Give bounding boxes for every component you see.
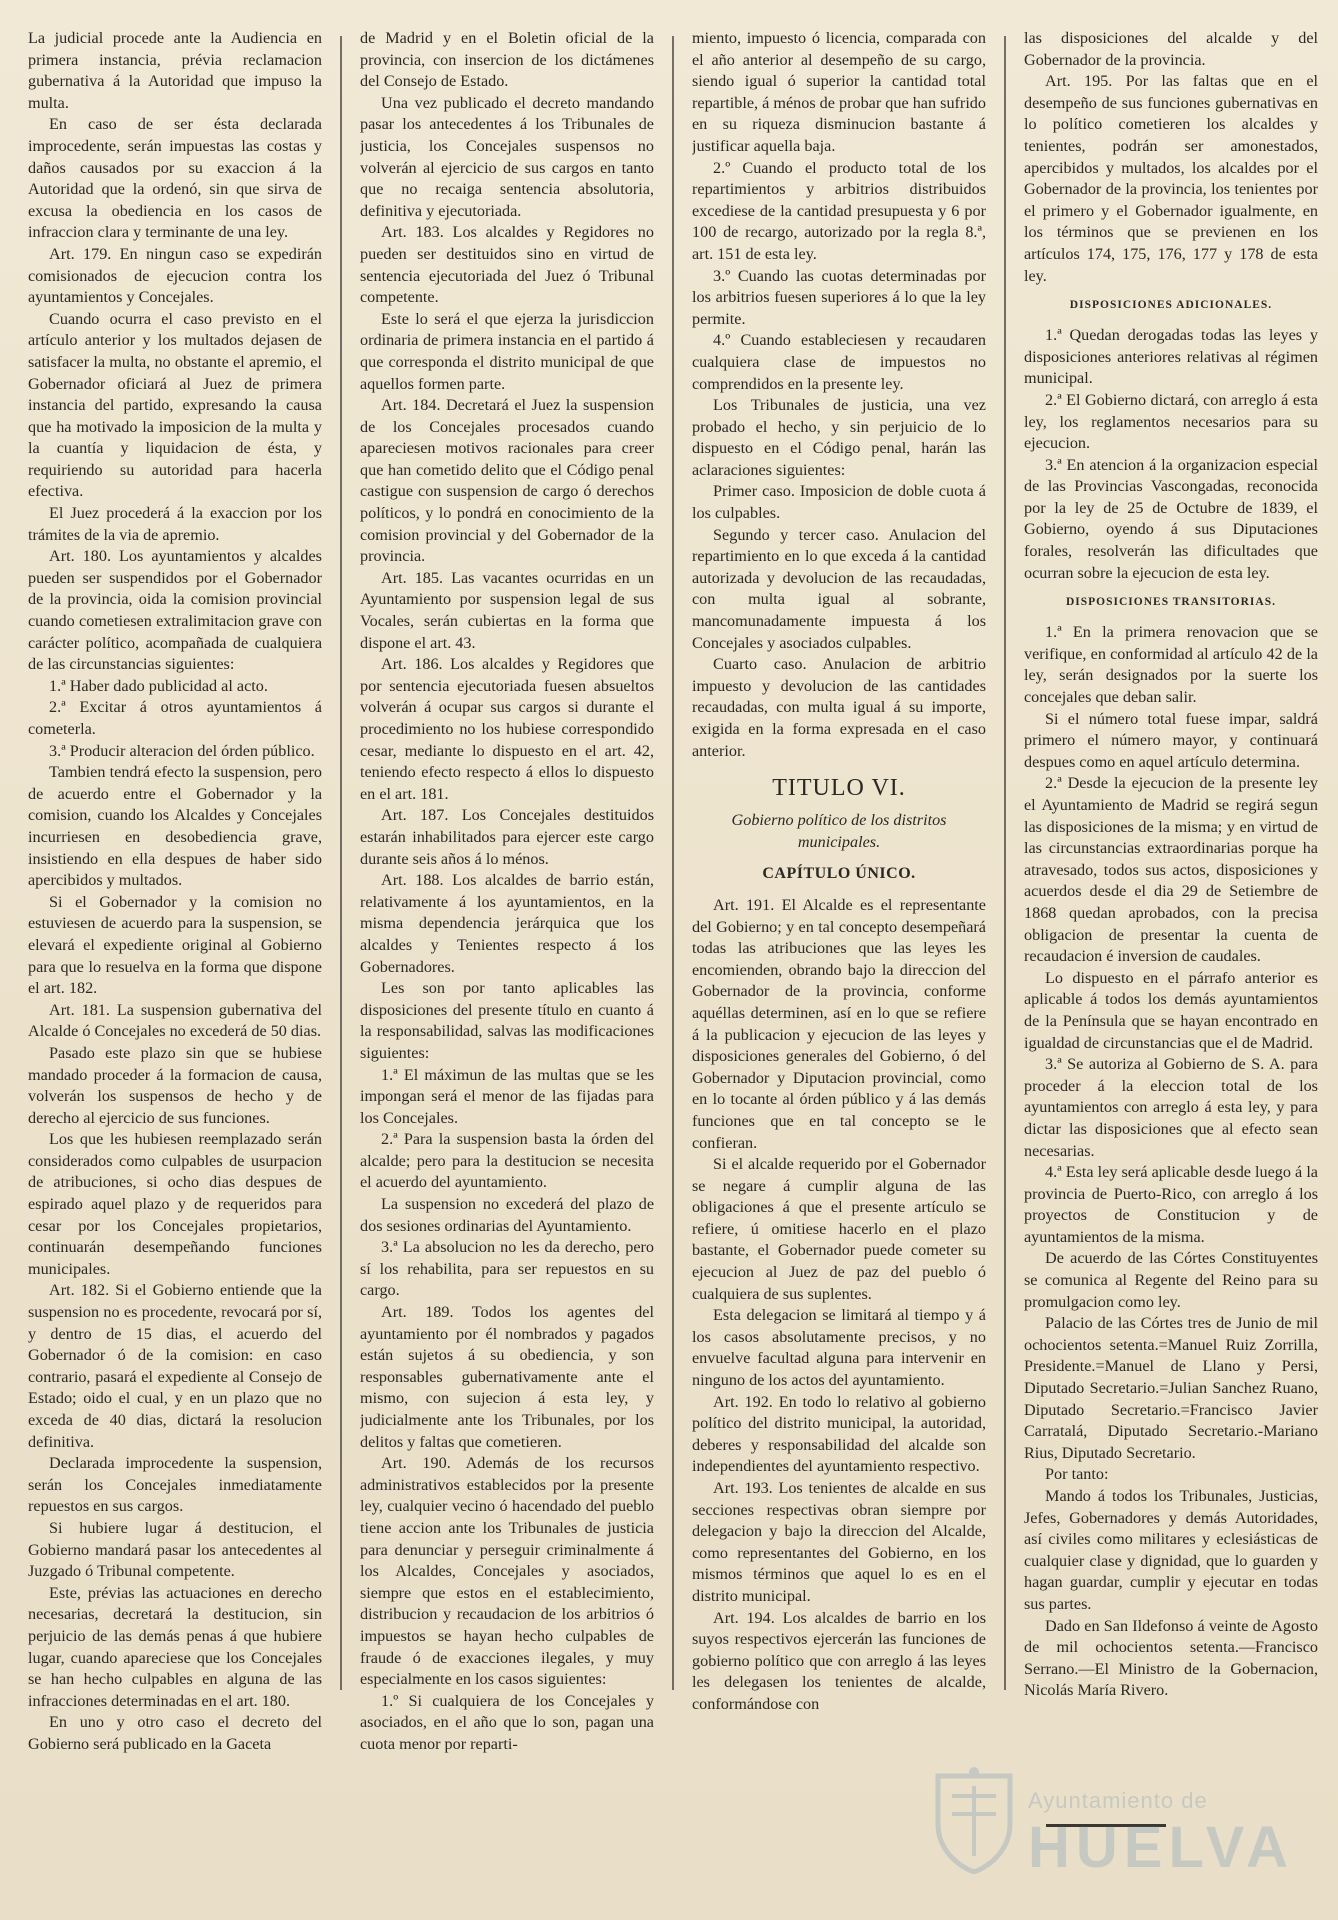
title-heading: TITULO VI.	[772, 775, 906, 802]
paragraph: de Madrid y en el Boletin oficial de la provincia, con insercion de los dictámenes del Consejo de Estado.	[360, 29, 654, 91]
chapter-heading: CAPÍTULO ÚNICO.	[762, 865, 916, 883]
article-179: Art. 179. En ningun caso se expedirán comisionados de ejecucion contra los ayuntamientos y Concejales.	[28, 244, 322, 307]
list-item: 1.ª Haber dado publicidad al acto.	[49, 676, 268, 695]
list-item: 1.ª El máximun de las multas que se les impongan será el menor de las fijadas para los Concejales.	[360, 1065, 654, 1127]
text-columns	[28, 28, 1318, 1880]
watermark-line2: HUELVA	[1028, 1815, 1294, 1880]
list-item: 1.ª Quedan derogadas todas las leyes y disposiciones anteriores relativas al régimen municipal.	[1024, 326, 1318, 388]
paragraph: Por tanto:	[1045, 1465, 1109, 1484]
paragraph: Si el alcalde requerido por el Gobernador se negare á cumplir alguna de las obligaciones á que el presente artículo se refiere, ú omitiese hacerlo en el plazo bastante, el Gobernador puede cometer su ejecucion al Juez de paz del pueblo ó cualquiera de sus suplentes.	[692, 1155, 986, 1303]
article-194: Art. 194. Los alcaldes de barrio en los suyos respectivos ejercerán las funciones de gobierno político que con arreglo á las leyes les delegasen los tenientes de alcalde, conformándose con	[692, 1608, 986, 1713]
paragraph: Tambien tendrá efecto la suspension, pero de acuerdo entre el Gobernador y la comision, cuando los Alcaldes y Concejales incurriesen en desobediencia grave, insistiendo en ella despues de haber sido apercibidos y multados.	[28, 763, 322, 890]
paragraph: En uno y otro caso el decreto del Gobierno será publicado en la Gaceta	[28, 1713, 322, 1753]
article-192: Art. 192. En todo lo relativo al gobierno político del distrito municipal, la autoridad, deberes y responsabilidad del alcalde son independientes del ayuntamiento respectivo.	[692, 1392, 986, 1476]
column-divider	[1004, 36, 1006, 1690]
paragraph: Los Tribunales de justicia, una vez probado el hecho, y sin perjuicio de lo dispuesto en el Código penal, harán las aclaraciones siguientes:	[692, 396, 986, 479]
paragraph: El Juez procederá á la exaccion por los trámites de la via de apremio.	[28, 504, 322, 544]
paragraph: Si hubiere lugar á destitucion, el Gobierno mandará pasar los antecedentes al Juzgado ó Tribunal competente.	[28, 1518, 322, 1581]
list-item: 3.ª Se autoriza al Gobierno de S. A. para proceder á la eleccion total de los ayuntamientos con arreglo á esta ley, y para dictar las disposiciones que al efecto sean necesarias.	[1024, 1055, 1318, 1160]
paragraph: De acuerdo de las Córtes Constituyentes se comunica al Regente del Reino para su promulgacion como ley.	[1024, 1249, 1318, 1311]
list-item: 1.º Si cualquiera de los Concejales y asociados, en el año que lo son, pagan una cuota menor por reparti-	[360, 1691, 654, 1753]
paragraph: Este, prévias las actuaciones en derecho necesarias, decretará la destitucion, sin perjuicio de las demás penas á que hubiere lugar, cuando apareciese que los Concejales se han hecho culpables en alguna de las infracciones determinadas en el art. 180.	[28, 1583, 322, 1710]
paragraph: Segundo y tercer caso. Anulacion del repartimiento en lo que exceda á la cantidad autorizada y devolucion de las recaudadas, con multa igual al sobrante, mancomunadamente impuesta á los Concejales y asociados culpables.	[692, 525, 986, 652]
list-item: 2.º Cuando el producto total de los repartimientos y arbitrios distribuidos excediese de la cantidad presupuesta y 6 por 100 de recargo, autorizado por la regla 8.ª, art. 151 de esta ley.	[692, 158, 986, 263]
paragraph: Si el Gobernador y la comision no estuviesen de acuerdo para la suspension, se elevará el expediente original al Gobierno para que lo resuelva en la forma que dispone el art. 182.	[28, 892, 322, 998]
list-item: 3.ª Producir alteracion del órden público.	[49, 741, 315, 760]
paragraph: La suspension no excederá del plazo de dos sesiones ordinarias del Ayuntamiento.	[360, 1195, 654, 1235]
list-item: 2.ª Desde la ejecucion de la presente ley el Ayuntamiento de Madrid se regirá segun las disposiciones de la misma; y en virtud de las circunstancias extraordinarias porque ha atravesado, todos sus actos, disposiciones y acuerdos desde el dia 29 de Setiembre de 1868 quedan aprobados, con la precisa obligacion de presentar la cuenta de recaudacion é inversion de caudales.	[1024, 774, 1318, 966]
list-item: 2.ª Para la suspension basta la órden del alcalde; pero para la destitucion se necesita el acuerdo del ayuntamiento.	[360, 1130, 654, 1192]
list-item: 1.ª En la primera renovacion que se verifique, en conformidad al artículo 42 de la ley, serán designados por la suerte los concejales que deban salir.	[1024, 623, 1318, 707]
article-193: Art. 193. Los tenientes de alcalde en sus secciones respectivas obran siempre por delegacion y bajo la direccion del Alcalde, como representantes del Gobierno, en los mismos términos que aquel lo es en el distrito municipal.	[692, 1479, 986, 1605]
article-189: Art. 189. Todos los agentes del ayuntamiento por él nombrados y pagados están sujetos á su obediencia, y son responsables gubernativamente ante el mismo, con sujecion á esta ley, y judicialmente ante los Tribunales, por los delitos y faltas que cometieren.	[360, 1303, 654, 1451]
column-1	[28, 28, 322, 1880]
paragraph: Mando á todos los Tribunales, Justicias, Jefes, Gobernadores y demás Autoridades, así civiles como militares y eclesiásticas de cualquier clase y dignidad, que lo guarden y hagan guardar, cumplir y ejecutar en todas sus partes.	[1024, 1487, 1318, 1613]
paragraph: las disposiciones del alcalde y del Gobernador de la provincia.	[1024, 29, 1318, 69]
article-195: Art. 195. Por las faltas que en el desempeño de sus funciones gubernativas en lo político cometieren los alcaldes y tenientes, podrán ser amonestados, apercibidos y multados, los alcaldes por el Gobernador de la provincia, los tenientes por el primero y el Gobernador igualmente, en los términos que se previenen en los artículos 174, 175, 176, 177 y 178 de esta ley.	[1024, 72, 1318, 285]
article-187: Art. 187. Los Concejales destituidos estarán inhabilitados para ejercer este cargo durante seis años á lo ménos.	[360, 806, 654, 868]
paragraph: Cuando ocurra el caso previsto en el artículo anterior y los multados dejasen de satisfacer la multa, no obstante el apremio, el Gobernador oficiará al Juez de primera instancia del partido, expresando la causa que ha motivado la imposicion de la multa y la cuantía y liquidacion de ésta, y requiriendo su autoridad para hacerla efectiva.	[28, 309, 322, 501]
list-item: 3.º Cuando las cuotas determinadas por los arbitrios fuesen superiores á lo que la ley permite.	[692, 266, 986, 328]
paragraph: Este lo será el que ejerza la jurisdiccion ordinaria de primera instancia en el partido á que corresponda el distrito municipal de que aquellos formen parte.	[360, 309, 654, 393]
coat-of-arms-icon	[932, 1766, 1016, 1874]
paragraph: miento, impuesto ó licencia, comparada con el año anterior al desempeño de su cargo, siendo igual ó superior la cantidad total repartible, á ménos de probar que han sufrido en su riqueza disminucion bastante á justificar aquella baja.	[692, 29, 986, 155]
paragraph: En caso de ser ésta declarada improcedente, serán impuestas las costas y daños causados por su exaccion á la Autoridad que la ordenó, sin que sirva de excusa la obediencia en los casos de infraccion clara y terminante de una ley.	[28, 115, 322, 242]
closing-signature: Dado en San Ildefonso á veinte de Agosto de mil ochocientos setenta.—Francisco Serrano.—El Ministro de la Gobernacion, Nicolás María Rivero.	[1024, 1616, 1318, 1700]
paragraph: Les son por tanto aplicables las disposiciones del presente título en cuanto á la responsabilidad, salvas las modificaciones siguientes:	[360, 979, 654, 1062]
paragraph: Declarada improcedente la suspension, serán los Concejales inmediatamente repuestos en sus cargos.	[28, 1454, 322, 1516]
article-188: Art. 188. Los alcaldes de barrio están, relativamente á los ayuntamientos, en la misma dependencia jerárquica que los alcaldes y Tenientes respecto á los Gobernadores.	[360, 871, 654, 976]
column-4	[1024, 28, 1318, 1880]
list-item: 3.ª En atencion á la organizacion especial de las Provincias Vascongadas, reconocida por la ley de 25 de Octubre de 1839, el Gobierno, oyendo á sus Diputaciones forales, resolverán las dificultades que ocurran sobre la ejecucion de esta ley.	[1024, 455, 1318, 582]
paragraph: Cuarto caso. Anulacion de arbitrio impuesto y devolucion de las cantidades recaudadas, con multa igual á su importe, exigida en la forma expresada en el caso anterior.	[692, 655, 986, 760]
section-heading-adicionales: DISPOSICIONES ADICIONALES.	[1069, 299, 1273, 312]
article-191: Art. 191. El Alcalde es el representante del Gobierno; y en tal concepto desempeñará todas las atribuciones que las leyes les encomienden, obrando bajo la direccion del Gobernador de la provincia, conforme aquéllas determinen, así en lo que se refiere á la publicacion y ejecucion de las leyes y disposiciones generales del Gobierno, ó del Gobernador y Diputacion provincial, como en lo tocante al órden público y á las demás funciones que en tal concepto se le confieran.	[692, 895, 986, 1152]
article-182: Art. 182. Si el Gobierno entiende que la suspension no es procedente, revocará por sí, y dentro de 15 dias, el acuerdo del Gobernador ó de la comision: en caso contrario, pasará el expediente al Consejo de Estado; oido el cual, y en un plazo que no exceda de 40 dias, dictará la resolucion definitiva.	[28, 1281, 322, 1451]
article-181: Art. 181. La suspension gubernativa del Alcalde ó Concejales no excederá de 50 dias.	[28, 1000, 322, 1041]
column-3	[692, 28, 986, 1880]
article-190: Art. 190. Además de los recursos administrativos establecidos por la presente ley, cualquier vecino ó hacendado del pueblo tiene accion ante los Tribunales de justicia para denunciar y perseguir criminalmente á los Alcaldes, Concejales y asociados, siempre que estos en el establecimiento, distribucion y recaudacion de los arbitrios ó impuestos se hayan hecho culpables de fraude ó de exacciones ilegales, y muy especialmente en los casos siguientes:	[360, 1454, 654, 1689]
list-item: 4.º Cuando estableciesen y recaudaren cualquiera clase de impuestos no comprendidos en la presente ley.	[692, 331, 986, 393]
article-180: Art. 180. Los ayuntamientos y alcaldes pueden ser suspendidos por el Gobernador de la provincia, oida la comision provincial cuando cometiesen extralimitacion grave con carácter político, acompañada de cualquiera de las circunstancias siguientes:	[28, 547, 322, 674]
signatures: Palacio de las Córtes tres de Junio de mil ochocientos setenta.=Manuel Ruiz Zorrilla, Presidente.=Manuel de Llano y Persi, Diputado Secretario.=Julian Sanchez Ruano, Diputado Secretario.=Francisco Javier Carratalá, Diputado Secretario.-Mariano Rius, Diputado Secretario.	[1024, 1314, 1318, 1462]
archive-watermark	[932, 1748, 1312, 1898]
paragraph: La judicial procede ante la Audiencia en primera instancia, prévia reclamacion gubernativa á la Autoridad que impuso la multa.	[28, 29, 322, 112]
article-185: Art. 185. Las vacantes ocurridas en un Ayuntamiento por suspension legal de sus Vocales, serán cubiertas en la forma que dispone el art. 43.	[360, 568, 654, 652]
column-divider	[672, 36, 674, 1690]
paragraph: Lo dispuesto en el párrafo anterior es aplicable á todos los demás ayuntamientos de la Península que se hayan encontrado en igualdad de circunstancias que el de Madrid.	[1024, 968, 1318, 1052]
column-2	[360, 28, 654, 1880]
article-186: Art. 186. Los alcaldes y Regidores que por sentencia ejecutoriada fuesen absueltos volverán á ocupar sus cargos si durante el procedimiento no los hubiese correspondido cesar, mediante lo dispuesto en el art. 42, teniendo efecto respecto á ellos lo dispuesto en el art. 181.	[360, 655, 654, 803]
paragraph: Primer caso. Imposicion de doble cuota á los culpables.	[692, 482, 986, 523]
article-183: Art. 183. Los alcaldes y Regidores no pueden ser destituidos sino en virtud de sentencia ejecutoriada del Juez ó Tribunal competente.	[360, 223, 654, 307]
section-heading-transitorias: DISPOSICIONES TRANSITORIAS.	[1065, 596, 1276, 609]
paragraph: Si el número total fuese impar, saldrá primero el número mayor, y continuará despues como en aquel artículo determina.	[1024, 709, 1318, 771]
watermark-line1: Ayuntamiento de	[1028, 1788, 1208, 1813]
column-divider	[340, 36, 342, 1690]
list-item: 4.ª Esta ley será aplicable desde luego á la provincia de Puerto-Rico, con arreglo á los proyectos de Constitucion y de ayuntamientos de la misma.	[1024, 1163, 1318, 1246]
paragraph: Esta delegacion se limitará al tiempo y á los casos absolutamente precisos, y no envuelve facultad alguna para intervenir en ninguno de los actos del ayuntamiento.	[692, 1306, 986, 1390]
list-item: 2.ª Excitar á otros ayuntamientos á cometerla.	[28, 698, 322, 738]
paragraph: Los que les hubiesen reemplazado serán considerados como culpables de usurpacion de atribuciones, si ocho dias despues de espirado aquel plazo y de requeridos para cesar por los Concejales propietarios, continuarán desempeñando funciones municipales.	[28, 1130, 322, 1278]
title-subtitle: Gobierno político de los distritos municipales.	[731, 811, 947, 851]
list-item: 3.ª La absolucion no les da derecho, pero sí los rehabilita, para ser repuestos en su cargo.	[360, 1238, 654, 1300]
article-184: Art. 184. Decretará el Juez la suspension de los Concejales procesados cuando apareciesen motivos racionales para creer que han cometido delito que el Código penal castigue con suspension de cargo ó derechos políticos, y lo pondrá en conocimiento de la comision provincial y del Gobernador de la provincia.	[360, 396, 654, 566]
paragraph: Una vez publicado el decreto mandando pasar los antecedentes á los Tribunales de justicia, los Concejales suspensos no volverán al ejercicio de sus cargos en tanto que no recaiga sentencia absolutoria, definitiva y ejecutoriada.	[360, 93, 654, 220]
list-item: 2.ª El Gobierno dictará, con arreglo á esta ley, los reglamentos necesarios para su ejecucion.	[1024, 390, 1318, 453]
paragraph: Pasado este plazo sin que se hubiese mandado proceder á la formacion de causa, volverán los suspensos de hecho y de derecho al ejercicio de sus funciones.	[28, 1043, 322, 1127]
